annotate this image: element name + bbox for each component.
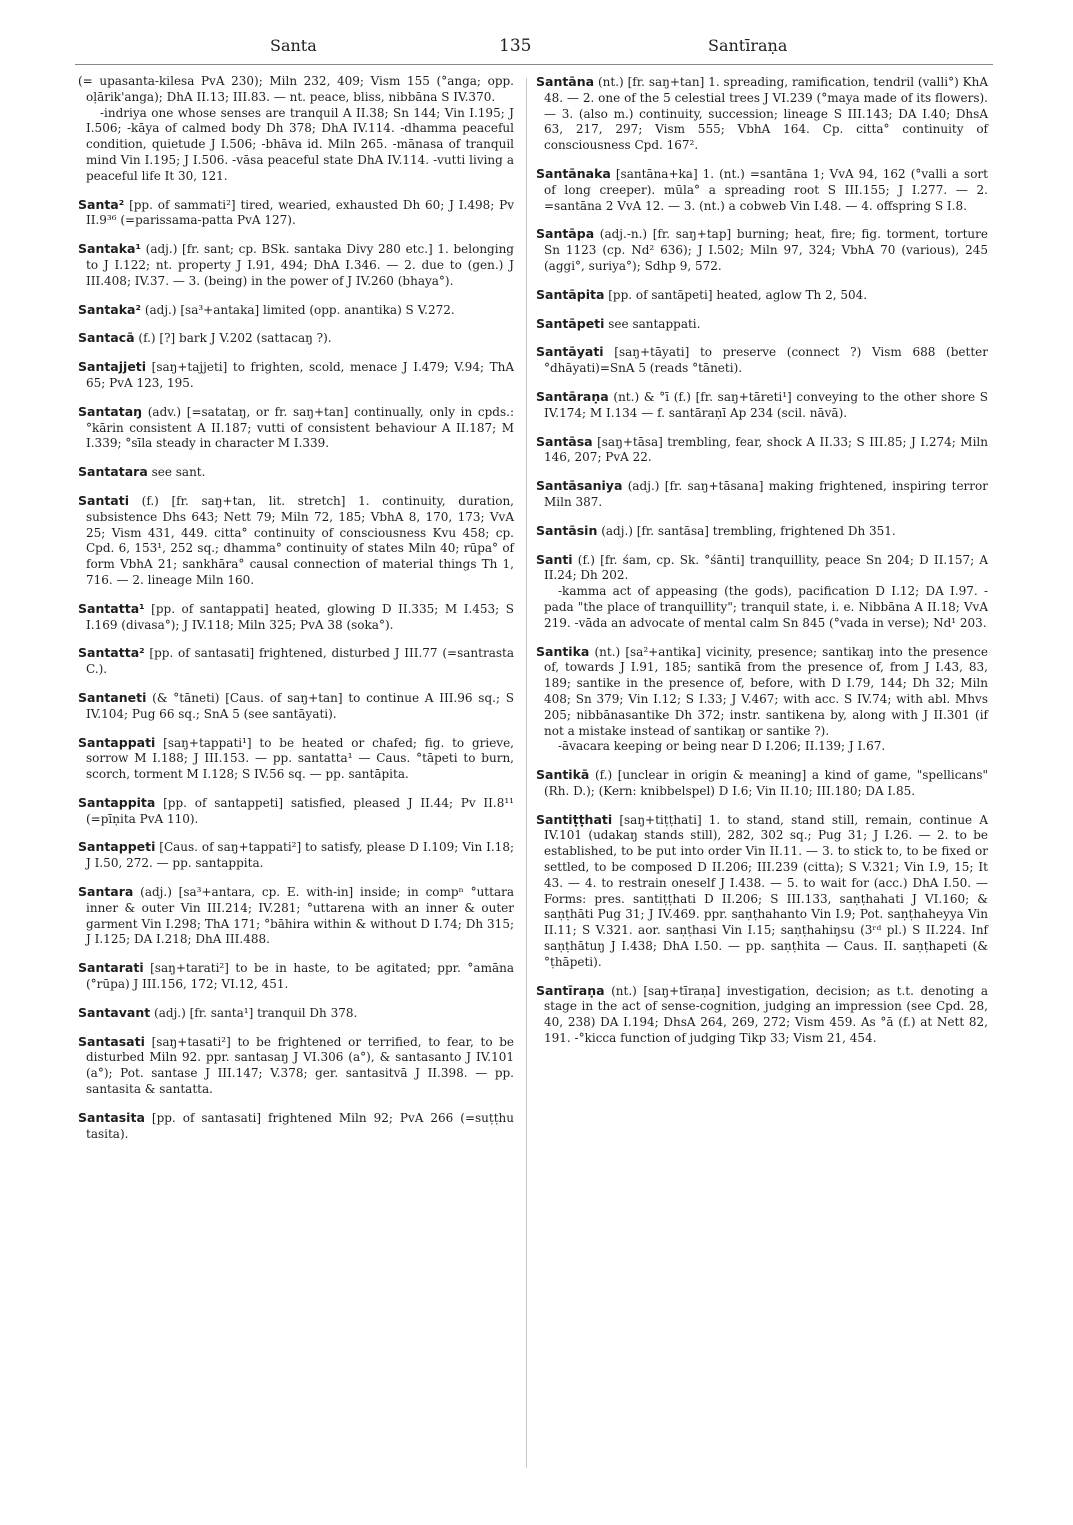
entry-headword: Santappeti (78, 839, 156, 855)
dictionary-entry (536, 478, 988, 511)
entry-definition: [saŋ+tāsa] trembling, fear, shock A II.33; S III.85; J I.274; Miln 146, 207; PvA 22. (544, 434, 988, 465)
entry-headword: Santaneti (78, 689, 147, 705)
entry-definition: (f.) [fr. saŋ+tan, lit. stretch] 1. continuity, duration, subsistence Dhs 643; Nett 79; Miln 72, 185; VbhA 8, 170, 173; VvA 25; Vism 431, 449. citta° continuity of consciousness Kvu 458; cp. Cpd. 6, 153¹, 252 sq.; dhamma° continuity of states Miln 40; rūpa° of form VbhA 21; sankhāra° causal connection of material things Th 1, 716. — 2. lineage Miln 160. (86, 493, 514, 587)
entry-definition: (adj.) [fr. santāsa] trembling, frightened Dh 351. (601, 523, 896, 538)
entry-headword: Santa² (78, 196, 125, 212)
entry-definition: [pp. of santappati] heated, glowing D II.335; M I.453; S I.169 (divasa°); J IV.118; Miln 325; PvA 38 (soka°). (86, 601, 514, 632)
dictionary-entry (78, 74, 514, 185)
dictionary-entry (536, 812, 988, 971)
dictionary-entry (78, 241, 514, 289)
entry-definition: (adj.) [sa³+antara, cp. E. with-in] inside; in compⁿ °uttara inner & outer Vin III.214; IV.281; °uttarena with an inner & outer garment Vin I.298; ThA 171; °bāhira within & without D I.74; Dh 315; J I.125; DA I.218; DhA III.488. (86, 885, 514, 947)
entry-definition: (nt.) [sa²+antika] vicinity, presence; santikaŋ into the presence of, towards J I.91, 185; santikā from the presence of, from J I.43, 83, 189; santike in the presence of, before, with D I.79, 144; Dh 32; Miln 408; Sn 379; Vin I.12; S I.33; J V.467; with acc. S IV.74; with abl. Mhvs 205; nibbānasantike Dh 372; instr. santikena by, along with J II.301 (if not a mistake instead of santikaŋ or santike ?). (544, 644, 988, 738)
header-left-word: Santa (270, 36, 317, 55)
entry-definition: (adj.-n.) [fr. saŋ+tap] burning; heat, fire; fig. torment, torture Sn 1123 (cp. Nd² 636); J I.502; Miln 97, 324; VbhA 70 (various), 245 (aggi°, suriya°); Sdhp 9, 572. (544, 227, 988, 273)
entry-headword: Santatta¹ (78, 600, 145, 616)
dictionary-entry (536, 316, 988, 333)
dictionary-entry (536, 983, 988, 1047)
entry-compounds: -kamma act of appeasing (the gods), pacification D I.12; DA I.97. -pada "the place of tranquillity"; tranquil state, i. e. Nibbāna A II.18; VvA 219. -vāda an advocate of mental calm Sn 845 (°vada in verse); Nd¹ 203. (544, 584, 988, 630)
entry-headword: Santiṭṭhati (536, 811, 613, 827)
entry-definition: [pp. of santappeti] satisfied, pleased J II.44; Pv II.8¹¹ (=pīṇita PvA 110). (86, 795, 514, 826)
header-right-word: Santīraṇa (708, 36, 788, 55)
dictionary-entry (78, 359, 514, 392)
entry-definition: (adj.) [fr. santa¹] tranquil Dh 378. (154, 1005, 358, 1020)
entry-definition: [santāna+ka] 1. (nt.) =santāna 1; VvA 94, 162 (°valli a sort of long creeper). mūla° a spreading root S III.155; J I.277. — 2. =santāna 2 VvA 12. — 3. (nt.) a cobweb Vin I.48. — 4. offspring S I.8. (544, 166, 988, 213)
dictionary-entry (536, 226, 988, 274)
entry-headword: Santara (78, 884, 134, 900)
entry-headword: Santāpita (536, 286, 605, 302)
dictionary-entry (78, 404, 514, 452)
entry-definition: (nt.) [fr. saŋ+tan] 1. spreading, ramification, tendril (valli°) KhA 48. — 2. one of the 5 celestial trees J VI.239 (°maya made of its flowers). — 3. (also m.) continuity, succession; lineage S III.143; DA I.40; DhsA 63, 217, 297; Vism 555; VbhA 164. Cp. citta° continuity of consciousness Cpd. 167². (544, 75, 988, 153)
entry-headword: Santasati (78, 1033, 145, 1049)
entry-headword: Santāsin (536, 522, 598, 538)
page-header (75, 36, 993, 66)
dictionary-entry (78, 493, 514, 589)
entry-headword: Santāsaniya (536, 478, 623, 494)
dictionary-entry (536, 344, 988, 377)
header-rule (75, 64, 993, 65)
dictionary-entry (536, 389, 988, 422)
dictionary-entry (536, 434, 988, 467)
entry-definition: (f.) [unclear in origin & meaning] a kind of game, "spellicans" (Rh. D.); (Kern: knibbelspel) D I.6; Vin II.10; III.180; DA I.85. (544, 768, 988, 798)
entry-definition: (adv.) [=satataŋ, or fr. saŋ+tan] continually, only in cpds.: °kārin consistent A II.187; vutti of consistent behaviour A II.187; M I.339; °sīla steady in character M I.339. (86, 404, 514, 451)
entry-definition: (= upasanta-kilesa PvA 230); Miln 232, 409; Vism 155 (°anga; opp. oḷārik'anga); DhA II.13; III.83. — nt. peace, bliss, nibbāna S IV.370. (78, 74, 514, 104)
entry-definition: [saŋ+tajjeti] to frighten, scold, menace J I.479; V.94; ThA 65; PvA 123, 195. (86, 360, 514, 390)
entry-definition: [Caus. of saŋ+tappati²] to satisfy, please D I.109; Vin I.18; J I.50, 272. — pp. santappita. (86, 840, 514, 871)
entry-definition: see santappati. (608, 316, 701, 331)
dictionary-entry (78, 645, 514, 678)
entry-headword: Santatara (78, 464, 148, 480)
dictionary-entry (536, 523, 988, 540)
entry-definition: (nt.) [saŋ+tīraṇa] investigation, decision; as t.t. denoting a stage in the act of sense-cognition, judging an impression (see Cpd. 28, 40, 238) DA I.194; DhsA 264, 269, 272; Vism 459. As °ā (f.) at Nett 82, 191. -°kicca function of judging Tikp 33; Vism 21, 454. (544, 983, 988, 1046)
entry-headword: Santati (78, 492, 130, 508)
dictionary-entry (78, 839, 514, 872)
dictionary-entry (78, 690, 514, 723)
dictionary-entry (78, 735, 514, 783)
dictionary-entry (78, 884, 514, 948)
entry-headword: Santatta² (78, 645, 145, 661)
entry-headword: Santappita (78, 794, 156, 810)
entry-headword: Santacā (78, 330, 135, 346)
dictionary-entry (536, 644, 988, 756)
dictionary-entry (78, 1110, 514, 1143)
entry-definition: (adj.) [sa³+antaka] limited (opp. anantika) S V.272. (144, 302, 455, 317)
dictionary-entry (78, 795, 514, 828)
entry-headword: Santarati (78, 960, 144, 976)
entry-definition: see sant. (151, 465, 206, 480)
dictionary-entry (78, 1034, 514, 1098)
dictionary-entry (536, 287, 988, 304)
dictionary-entry (536, 74, 988, 154)
entry-headword: Santāraṇa (536, 388, 609, 404)
entry-headword: Santāna (536, 74, 595, 89)
entry-headword: Santataŋ (78, 403, 143, 419)
dictionary-entry (536, 166, 988, 214)
entry-headword: Santīraṇa (536, 982, 605, 998)
right-column (536, 74, 988, 1059)
entry-headword: Santāsa (536, 433, 593, 449)
entry-definition: [saŋ+tappati¹] to be heated or chafed; fig. to grieve, sorrow M I.188; J III.153. — pp. santatta¹ — Caus. °tāpeti to burn, scorch, torment M I.128; S IV.56 sq. — pp. santāpita. (86, 735, 514, 782)
left-column (78, 74, 514, 1154)
entry-definition: [saŋ+tarati²] to be in haste, to be agitated; ppr. °amāna (°rūpa) J III.156, 172; VI.12, 451. (86, 961, 514, 992)
dictionary-entry (536, 552, 988, 632)
entry-headword: Santajjeti (78, 359, 147, 375)
entry-headword: Santāyati (536, 344, 604, 360)
dictionary-entry (536, 767, 988, 800)
entry-headword: Santika (536, 643, 590, 659)
entry-headword: Santappati (78, 734, 156, 750)
entry-headword: Santikā (536, 767, 590, 783)
entry-definition: (adj.) [fr. saŋ+tāsana] making frightened, inspiring terror Miln 387. (544, 479, 988, 509)
entry-headword: Santi (536, 551, 573, 567)
entry-definition: (& °tāneti) [Caus. of saŋ+tan] to continue A III.96 sq.; S IV.104; Pug 66 sq.; SnA 5 (see santāyati). (86, 690, 514, 721)
entry-definition: [saŋ+tasati²] to be frightened or terrified, to fear, to be disturbed Miln 92. ppr. santasaŋ J VI.306 (a°), & santasanto J IV.101 (a°); Pot. santase J III.147; V.378; ger. santasitvā J II.398. — pp. santasita & santatta. (86, 1034, 514, 1097)
entry-headword: Santaka¹ (78, 241, 141, 257)
entry-headword: Santavant (78, 1004, 151, 1020)
entry-definition: [pp. of santasati] frightened, disturbed J III.77 (=santrasta C.). (86, 646, 514, 677)
entry-definition: [saŋ+tiṭṭhati] 1. to stand, stand still, remain, continue A IV.101 (udakaŋ stands still), 282, 302 sq.; Pug 31; J I.26. — 2. to be established, to be put into order Vin II.11. — 3. to stick to, to be fixed or settled, to be composed D II.206; III.239 (citta); S V.321; Vin I.9, 15; It 43. — 4. to restrain oneself J I.438. — 5. to wait for (acc.) DhA I.50. — Forms: pres. santiṭṭhati D II.206; S III.133, saṇṭhahati J VI.160; & saṇṭhāti Pug 31; J IV.469. ppr. saṇṭhahanto Vin I.9; Pot. saṇṭhaheyya Vin II.11; S V.321. aor. saṇṭhasi Vin I.15; saṇṭhahiŋsu (3ʳᵈ pl.) S II.224. Inf saṇṭhātuŋ J I.438; DhA I.50. — pp. saṇṭhita — Caus. II. saṇṭhapeti (& °ṭhāpeti). (544, 812, 988, 969)
entry-definition: (nt.) & °ī (f.) [fr. saŋ+tāreti¹] conveying to the other shore S IV.174; M I.134 — f. santāraṇī Ap 234 (scil. nāvā). (544, 389, 988, 420)
dictionary-entry (78, 601, 514, 634)
entry-definition: (f.) [?] bark J V.202 (sattacaŋ ?). (138, 331, 332, 346)
entry-compounds: -āvacara keeping or being near D I.206; II.139; J I.67. (558, 739, 886, 754)
entry-definition: [saŋ+tāyati] to preserve (connect ?) Vism 688 (better °dhāyati)=SnA 5 (reads °tāneti). (544, 345, 988, 376)
column-divider (526, 78, 527, 1468)
entry-headword: Santānaka (536, 165, 611, 181)
page-number: 135 (499, 36, 532, 56)
entry-compounds: -indriya one whose senses are tranquil A II.38; Sn 144; Vin I.195; J I.506; -kāya of calmed body Dh 378; DhA IV.114. -dhamma peaceful condition, quietude J I.506; -bhāva id. Miln 265. -mānasa of tranquil mind Vin I.195; J I.506. -vāsa peaceful state DhA IV.114. -vutti living a peaceful life It 30, 121. (86, 105, 514, 183)
dictionary-entry (78, 960, 514, 993)
entry-definition: [pp. of santasati] frightened Miln 92; PvA 266 (=suṭṭhu tasita). (86, 1110, 514, 1141)
dictionary-entry (78, 302, 514, 319)
entry-headword: Santāpa (536, 226, 595, 242)
entry-definition: (f.) [fr. śam, cp. Sk. °śānti] tranquillity, peace Sn 204; D II.157; A II.24; Dh 202. (544, 552, 988, 583)
dictionary-entry (78, 464, 514, 481)
dictionary-entry (78, 1005, 514, 1022)
entry-definition: [pp. of santāpeti] heated, aglow Th 2, 504. (608, 287, 868, 302)
dictionary-entry (78, 197, 514, 230)
entry-definition: [pp. of sammati²] tired, wearied, exhausted Dh 60; J I.498; Pv II.9³⁶ (=parissama-patta PvA 127). (86, 197, 514, 228)
entry-headword: Santāpeti (536, 315, 605, 331)
entry-headword: Santasita (78, 1109, 145, 1125)
entry-definition: (adj.) [fr. sant; cp. BSk. santaka Divy 280 etc.] 1. belonging to J I.122; nt. property J I.91, 494; DhA I.346. — 2. due to (gen.) J III.408; IV.37. — 3. (being) in the power of J IV.260 (bhaya°). (86, 242, 514, 288)
entry-headword: Santaka² (78, 301, 141, 317)
dictionary-entry (78, 330, 514, 347)
